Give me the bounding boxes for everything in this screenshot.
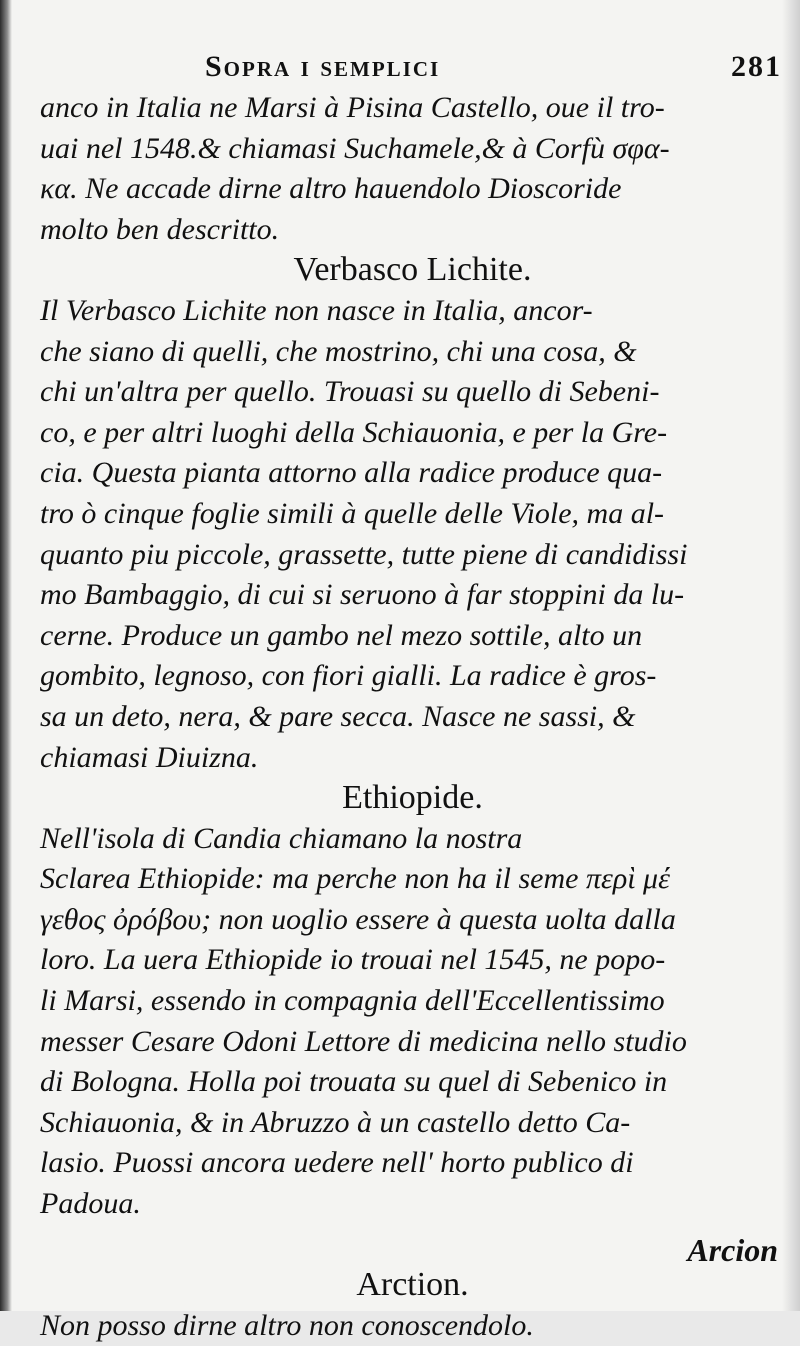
text-line: Il Verbasco Lichite non nasce in Italia, ancor- [40, 293, 593, 327]
catchword: Arcion [687, 1232, 778, 1268]
text-line: anco in Italia ne Marsi à Pisina Castello, oue il tro- [40, 91, 665, 124]
text-line: chiamasi Diuizna. [40, 740, 259, 774]
text-line: Non posso dirne altro non conoscendolo. [40, 1308, 534, 1342]
text-line: li Marsi, essendo in compagnia dell'Eccellentissimo [40, 984, 665, 1018]
text-line: quanto piu piccole, grassette, tutte piene di candidissi [40, 537, 688, 571]
text-line: mo Bambaggio, di cui si seruono à far stoppini da lu- [40, 578, 685, 612]
text-line: molto ben descritto. [40, 212, 280, 246]
text-line: uai nel 1548.& chiamasi Suchamele,& à Corfù σφα- [40, 131, 670, 165]
section-heading: Ethiopide. [342, 779, 483, 817]
text-line: Padoua. [40, 1187, 141, 1221]
text-line: γεθος ὀρόβου; non uoglio essere à questa uolta dalla [40, 902, 676, 936]
text-line: cerne. Produce un gambo nel mezo sottile, alto un [40, 618, 643, 652]
text-line: loro. La uera Ethiopide io trouai nel 1545, ne popo- [40, 943, 666, 977]
page-gutter-shadow [0, 0, 12, 1311]
text-line: chi un'altra per quello. Trouasi su quello di Sebeni- [40, 375, 660, 409]
text-line: lasio. Puossi ancora uedere nell' horto publico di [40, 1146, 634, 1180]
text-line: Sclarea Ethiopide: ma perche non ha il seme περὶ μέ [40, 862, 670, 896]
running-title: Sopra i semplici [205, 50, 441, 83]
text-line: cia. Questa pianta attorno alla radice produce qua- [40, 456, 663, 490]
text-line: messer Cesare Odoni Lettore di medicina nello studio [40, 1024, 687, 1058]
section-heading: Verbasco Lichite. [293, 251, 532, 289]
text-line: sa un deto, nera, & pare secca. Nasce ne sassi, & [40, 699, 636, 733]
page-number: 281 [731, 50, 782, 83]
text-line: Schiauonia, & in Abruzzo à un castello detto Ca- [40, 1105, 631, 1139]
text-line: gombito, legnoso, con fiori gialli. La radice è gros- [40, 659, 657, 693]
text-block [40, 88, 785, 1346]
section-heading: Arction. [356, 1266, 469, 1304]
text-line: Nell'isola di Candia chiamano la nostra [40, 821, 523, 855]
text-line: κα. Ne accade dirne altro hauendolo Dioscoride [40, 172, 622, 206]
blank-line [40, 1225, 785, 1266]
running-header [205, 50, 790, 90]
text-line: tro ò cinque foglie simili à quelle delle Viole, ma al- [40, 496, 665, 530]
text-line: di Bologna. Holla poi trouata su quel di Sebenico in [40, 1065, 668, 1099]
text-line: che siano di quelli, che mostrino, chi una cosa, & [40, 334, 637, 368]
text-line: co, e per altri luoghi della Schiauonia, e per la Gre- [40, 415, 668, 449]
